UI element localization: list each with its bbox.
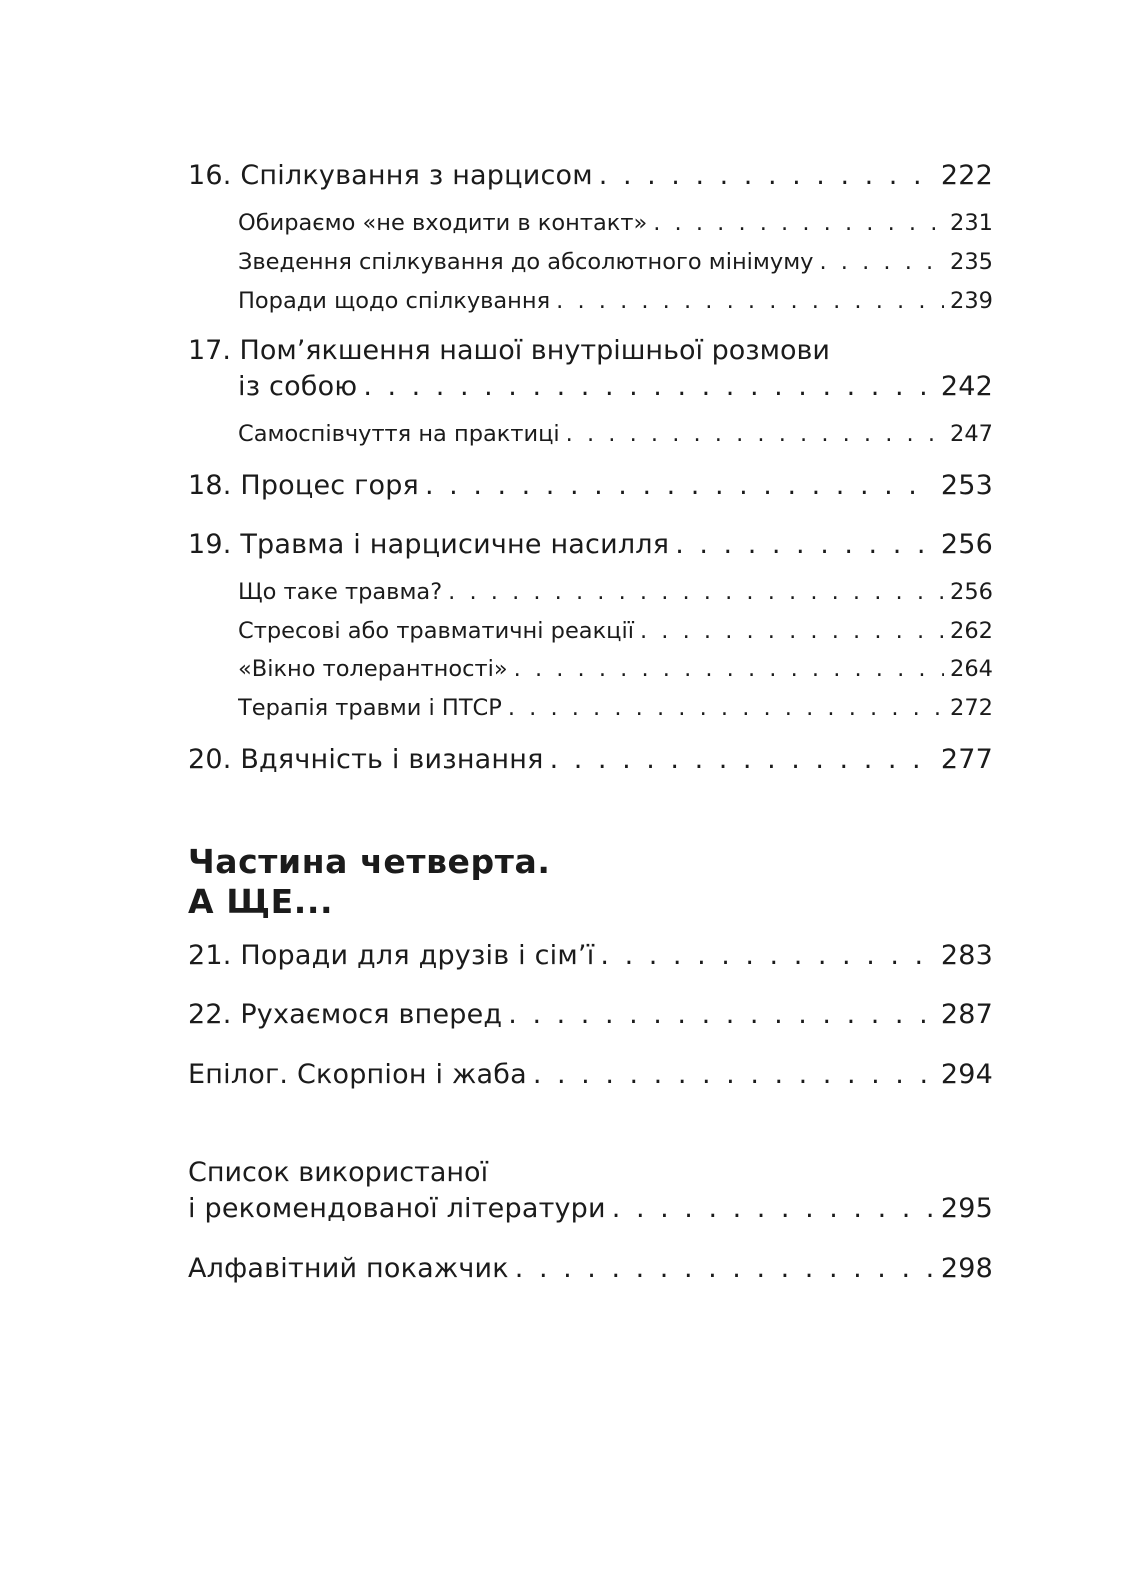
page-number: 242 [940, 371, 993, 402]
dot-leader [533, 1059, 935, 1090]
dot-leader [640, 618, 944, 644]
toc-entry-ch17[interactable] [238, 371, 993, 402]
page-number: 283 [940, 940, 993, 971]
toc-entry-ch22[interactable] [188, 999, 993, 1030]
toc-entry-ch19[interactable] [188, 529, 993, 560]
toc-entry-ch17-line1[interactable]: 17. Пом’якшення нашої внутрішньої розмови [188, 335, 830, 366]
entry-title: Поради щодо спілкування [238, 288, 551, 314]
entry-title: 22. Рухаємося вперед [188, 999, 503, 1030]
entry-title: із собою [238, 371, 358, 402]
entry-title: 19. Травма і нарцисичне насилля [188, 529, 670, 560]
dot-leader [514, 656, 944, 682]
page-number: 262 [950, 618, 993, 644]
entry-title: Алфавітний покажчик [188, 1253, 509, 1284]
page-number: 256 [950, 579, 993, 605]
entry-title: Що таке травма? [238, 579, 443, 605]
dot-leader [425, 470, 935, 501]
page-number: 222 [940, 160, 993, 191]
dot-leader [600, 940, 934, 971]
toc-entry-index[interactable] [188, 1253, 993, 1284]
toc-entry-s19-2[interactable] [238, 618, 993, 644]
entry-title: «Вікно толерантності» [238, 656, 508, 682]
entry-title: Обираємо «не входити в контакт» [238, 210, 648, 236]
toc-entry-s19-4[interactable] [238, 695, 993, 721]
entry-title: Стресові або травматичні реакції [238, 618, 634, 644]
entry-title: 18. Процес горя [188, 470, 419, 501]
dot-leader [556, 288, 944, 314]
toc-entry-ch18[interactable] [188, 470, 993, 501]
page-number: 231 [950, 210, 993, 236]
entry-title: Епілог. Скорпіон і жаба [188, 1059, 527, 1090]
toc-entry-s16-1[interactable] [238, 210, 993, 236]
page-number: 295 [940, 1193, 993, 1224]
dot-leader [653, 210, 944, 236]
page-number: 256 [940, 529, 993, 560]
entry-title: Самоспівчуття на практиці [238, 421, 560, 447]
entry-title: Терапія травми і ПТСР [238, 695, 502, 721]
page-number: 298 [940, 1253, 993, 1284]
toc-entry-biblio[interactable] [188, 1193, 993, 1224]
part-heading-line2: А ЩЕ... [188, 882, 334, 921]
dot-leader [448, 579, 944, 605]
dot-leader [515, 1253, 935, 1284]
dot-leader [566, 421, 944, 447]
page-number: 287 [940, 999, 993, 1030]
dot-leader [675, 529, 935, 560]
entry-title: Зведення спілкування до абсолютного мінімуму [238, 249, 814, 275]
entry-title: 16. Спілкування з нарцисом [188, 160, 593, 191]
toc-entry-biblio-line1[interactable]: Список використаної [188, 1157, 489, 1188]
dot-leader [508, 695, 944, 721]
page-number: 277 [940, 744, 993, 775]
page-number: 272 [950, 695, 993, 721]
page-number: 239 [950, 288, 993, 314]
dot-leader [508, 999, 935, 1030]
toc-entry-s19-3[interactable] [238, 656, 993, 682]
dot-leader [363, 371, 935, 402]
toc-entry-s16-2[interactable] [238, 249, 993, 275]
entry-title: 20. Вдячність і визнання [188, 744, 544, 775]
dot-leader [550, 744, 935, 775]
entry-title: 21. Поради для друзів і сім’ї [188, 940, 595, 971]
dot-leader [599, 160, 935, 191]
page-number: 253 [940, 470, 993, 501]
page-number: 294 [940, 1059, 993, 1090]
dot-leader [820, 249, 945, 275]
toc-entry-s16-3[interactable] [238, 288, 993, 314]
part-heading-line1: Частина четверта. [188, 842, 551, 881]
page-number: 264 [950, 656, 993, 682]
toc-entry-ch21[interactable] [188, 940, 993, 971]
part-heading [188, 842, 551, 922]
toc-entry-ch20[interactable] [188, 744, 993, 775]
toc-entry-ch16[interactable] [188, 160, 993, 191]
toc-entry-s17-1[interactable] [238, 421, 993, 447]
toc-entry-epilogue[interactable] [188, 1059, 993, 1090]
page-number: 247 [950, 421, 993, 447]
page-number: 235 [950, 249, 993, 275]
toc-entry-s19-1[interactable] [238, 579, 993, 605]
entry-title: і рекомендованої літератури [188, 1193, 606, 1224]
dot-leader [612, 1193, 935, 1224]
